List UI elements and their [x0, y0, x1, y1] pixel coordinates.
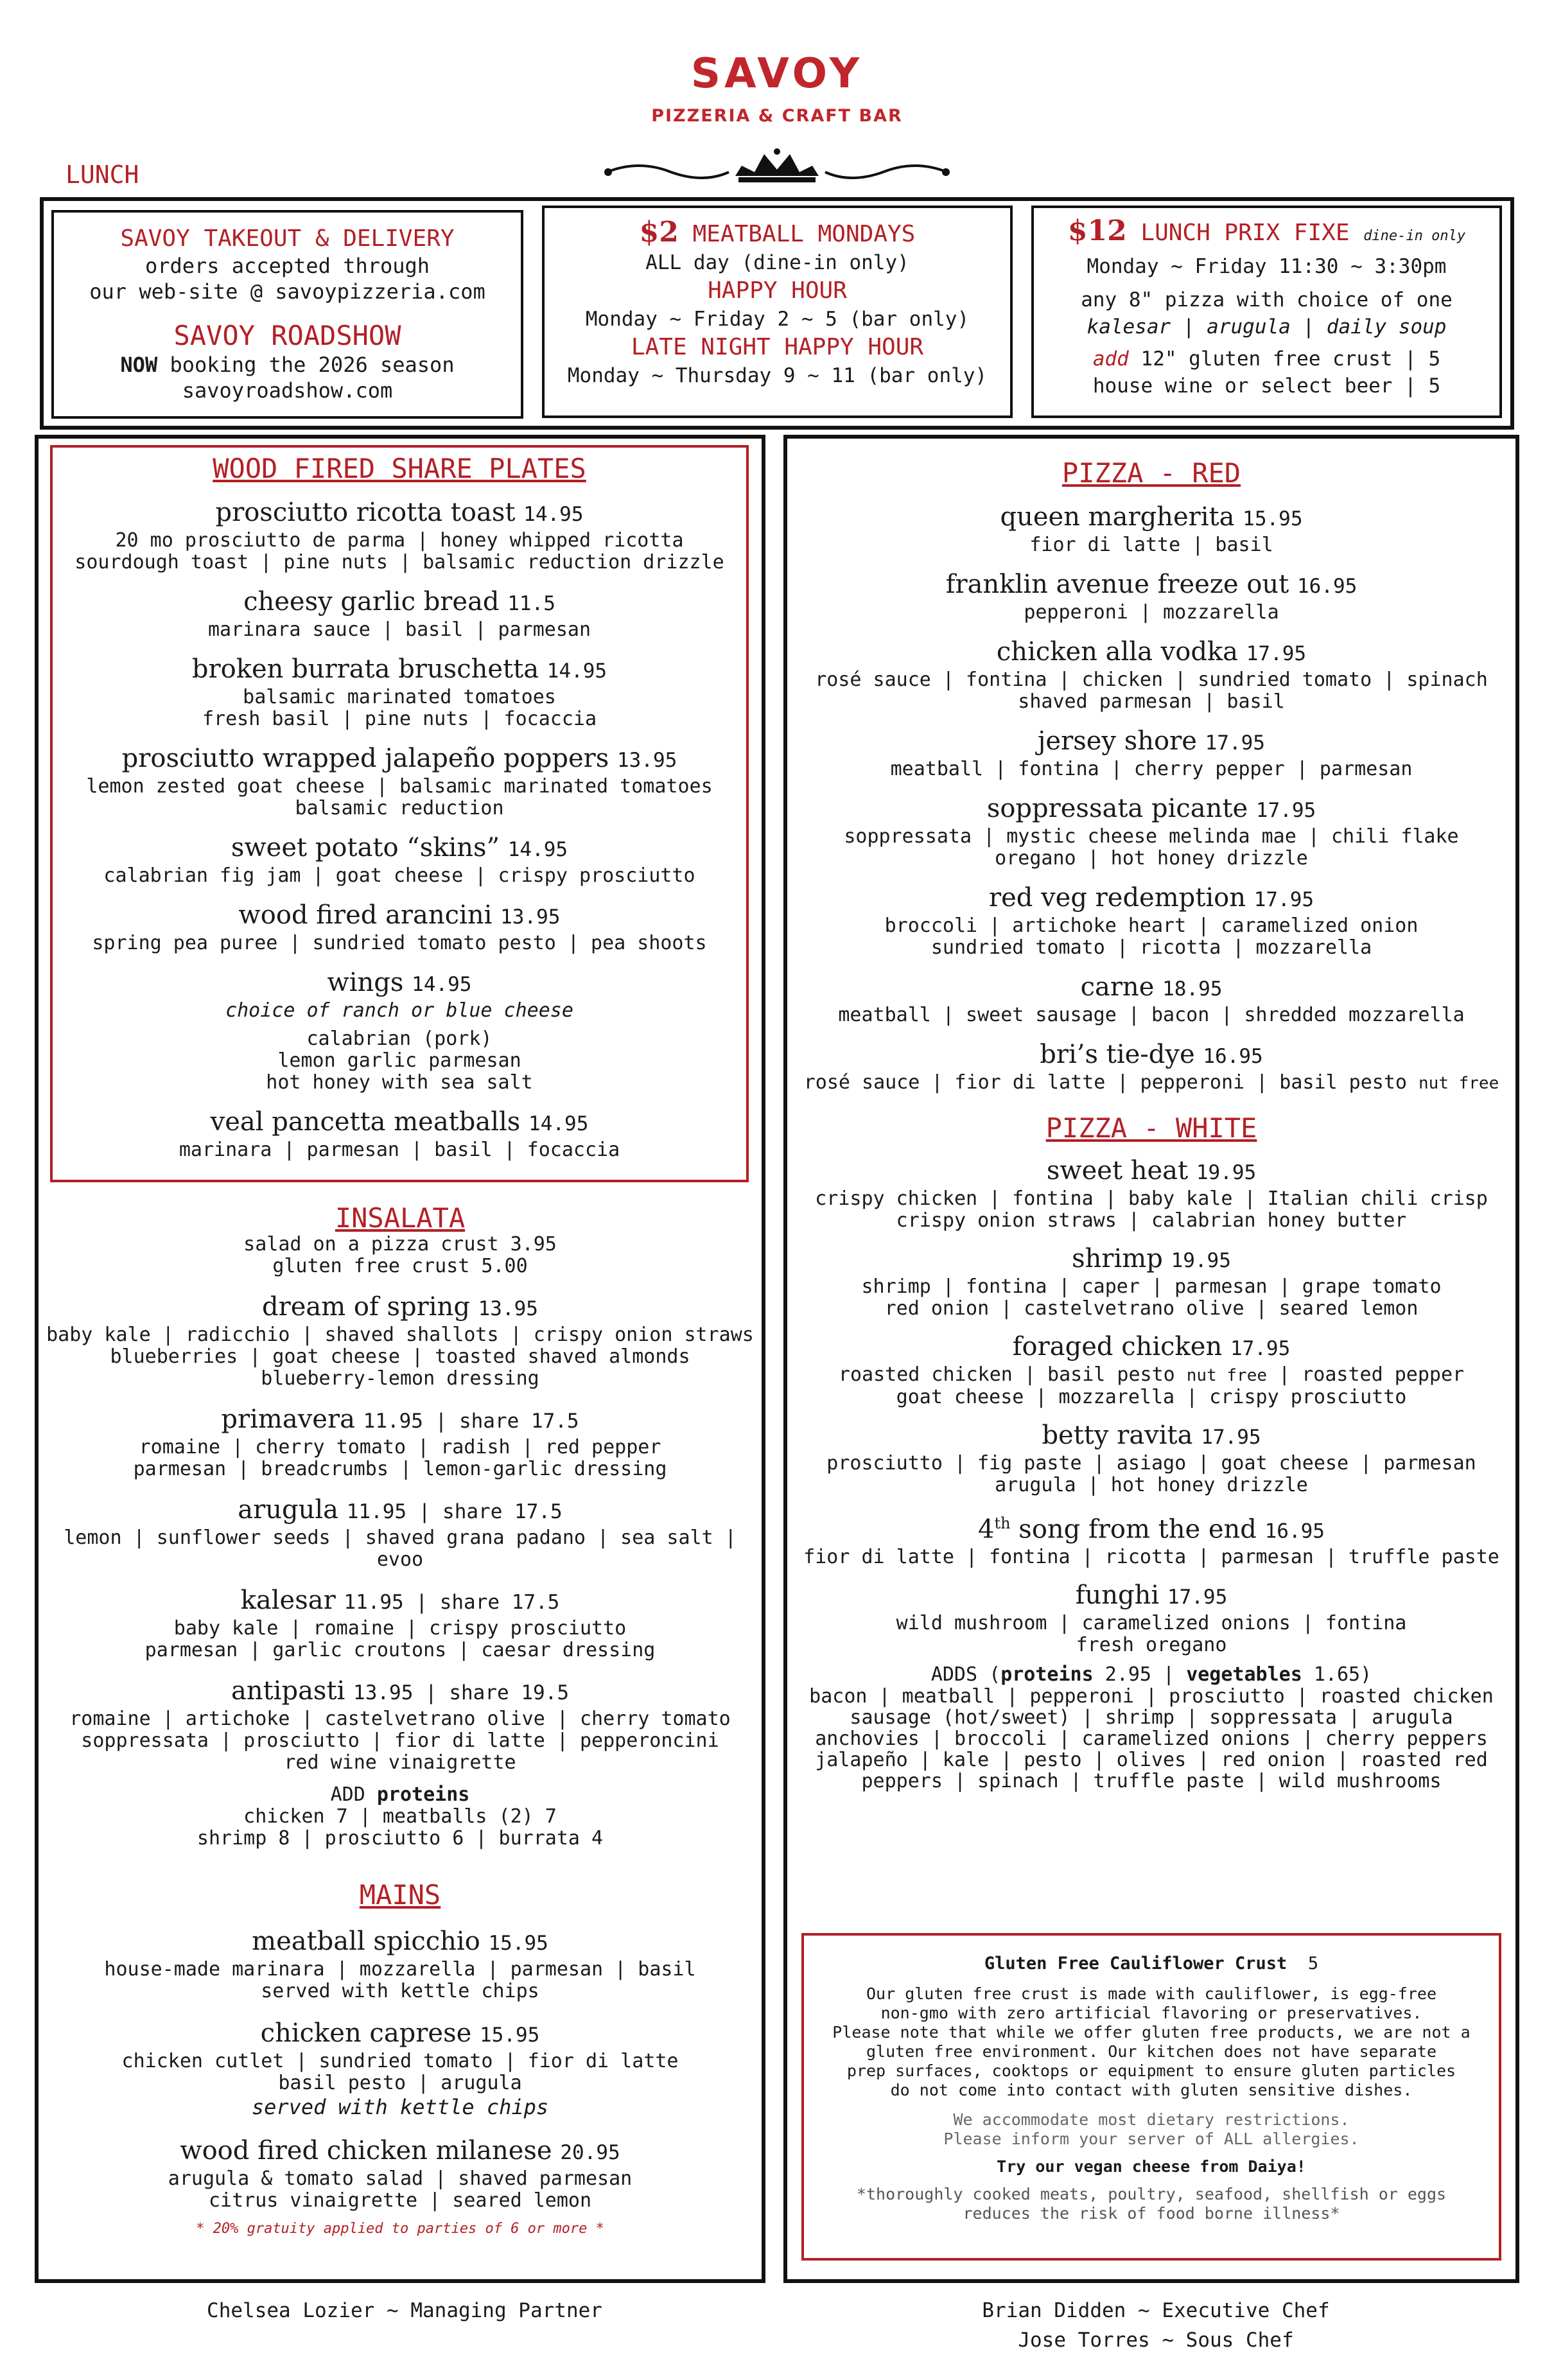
menu-item-price: 17.95 — [1167, 1586, 1228, 1609]
desc-line: parmesan | breadcrumbs | lemon-garlic dressing — [133, 1458, 667, 1480]
desc-line: lemon | sunflower seeds | shaved grana padano | sea salt | evoo — [64, 1527, 737, 1571]
menu-item-price: 14.95 — [523, 503, 584, 526]
desc-line: romaine | cherry tomato | radish | red pepper — [139, 1436, 661, 1458]
menu-item-price: 11.95 | share 17.5 — [346, 1500, 563, 1523]
menu-item-description — [787, 1364, 1515, 1387]
desc-line: crispy onion straws | calabrian honey butter — [896, 1209, 1407, 1232]
menu-item-title: dream of spring — [262, 1292, 470, 1322]
menu-item-description — [787, 1210, 1515, 1232]
insalata-add-line-2: shrimp 8 | prosciutto 6 | burrata 4 — [196, 1827, 604, 1850]
menu-item-description — [39, 1324, 762, 1346]
menu-item — [39, 1585, 762, 1661]
desc-line: soppressata | prosciutto | fior di latte | pepperoncini — [81, 1729, 719, 1752]
desc-line: wild mushroom | caramelized onions | fontina — [896, 1612, 1407, 1635]
menu-item-name — [787, 1243, 1515, 1276]
menu-item-description — [50, 530, 749, 552]
footer-executive-chef: Brian Didden ~ Executive Chef — [982, 2299, 1330, 2322]
desc-line: sundried tomato | ricotta | mozzarella — [930, 936, 1372, 959]
menu-item-description — [39, 1618, 762, 1640]
menu-item-name — [50, 654, 749, 687]
menu-item-price: 19.95 — [1171, 1249, 1231, 1272]
menu-item-description — [50, 865, 749, 887]
menu-item — [787, 569, 1515, 624]
menu-item-description — [787, 937, 1515, 959]
menu-item-description — [39, 1730, 762, 1752]
menu-item — [39, 1404, 762, 1480]
menu-item-description — [39, 1959, 762, 1981]
menu-item-name — [50, 1107, 749, 1139]
prix-fixe-hours: Monday ~ Friday 11:30 ~ 3:30pm — [1087, 255, 1447, 278]
menu-item-name — [50, 832, 749, 865]
desc-note: nut free — [1186, 1366, 1268, 1385]
menu-item-name — [787, 1508, 1515, 1546]
menu-item-name — [50, 900, 749, 932]
menu-item — [787, 1580, 1515, 1656]
menu-item-name — [39, 1585, 762, 1618]
menu-item-title: meatball spicchio — [252, 1927, 480, 1956]
desc-line: balsamic marinated tomatoes — [243, 686, 556, 708]
menu-item-description — [787, 1188, 1515, 1210]
desc-line: arugula & tomato salad | shaved parmesan — [168, 2167, 633, 2190]
menu-item — [50, 1107, 749, 1161]
desc-line: baby kale | radicchio | shaved shallots | crispy onion straws — [46, 1324, 754, 1346]
menu-item-price: 17.95 — [1201, 1426, 1261, 1449]
menu-item-name — [787, 972, 1515, 1004]
menu-item-description — [787, 826, 1515, 848]
prix-fixe-add-drink: house wine or select beer | 5 — [1092, 374, 1441, 398]
footer-sous-chef: Jose Torres ~ Sous Chef — [1018, 2329, 1294, 2352]
menu-item-title: veal pancetta meatballs — [210, 1107, 521, 1137]
roadshow-website: savoyroadshow.com — [182, 378, 393, 403]
menu-item — [39, 1291, 762, 1390]
desc-line: red onion | castelvetrano olive | seared lemon — [884, 1297, 1419, 1320]
desc-line: spring pea puree | sundried tomato pesto | pea shoots — [92, 932, 707, 954]
menu-item — [787, 1508, 1515, 1568]
menu-item-description — [787, 1276, 1515, 1298]
prix-fixe-title: $12 LUNCH PRIX FIXE dine-in only — [1067, 214, 1466, 247]
desc-part: | roasted pepper — [1279, 1363, 1465, 1386]
menu-item-title: franklin avenue freeze out — [945, 570, 1289, 599]
desc-line: goat cheese | mozzarella | crispy prosciutto — [896, 1386, 1407, 1408]
menu-item-price: 15.95 — [479, 2024, 540, 2047]
menu-item-title: soppressata picante — [986, 794, 1248, 823]
desc-line: pepperoni | mozzarella — [1024, 601, 1279, 624]
menu-item-title: wood fired chicken milanese — [180, 2136, 552, 2166]
section-title-pizza-red: PIZZA - RED — [1061, 457, 1241, 489]
menu-item-price: 17.95 — [1255, 799, 1316, 822]
late-night-line: Monday ~ Thursday 9 ~ 11 (bar only) — [567, 364, 988, 387]
desc-line: crispy chicken | fontina | baby kale | Italian chili crisp — [815, 1187, 1488, 1210]
menu-item-description — [50, 1139, 749, 1161]
menu-item — [39, 2018, 762, 2120]
section-title-insalata: INSALATA — [335, 1202, 466, 1234]
menu-item-description — [787, 1072, 1515, 1094]
menu-item-description — [787, 1634, 1515, 1656]
desc-line: hot honey with sea salt — [266, 1071, 533, 1094]
menu-item-title: betty ravita — [1042, 1421, 1193, 1450]
desc-line: calabrian (pork) — [306, 1028, 493, 1050]
menu-item-description — [787, 1387, 1515, 1408]
menu-item-price: 16.95 — [1296, 575, 1358, 598]
desc-line: fresh oregano — [1076, 1634, 1227, 1657]
menu-item-name — [787, 502, 1515, 534]
menu-item-title: sweet potato “skins” — [231, 833, 500, 862]
menu-item-name — [50, 967, 749, 1000]
menu-item-name — [787, 636, 1515, 669]
menu-item-price: 14.95 — [528, 1112, 589, 1135]
desc-line: rosé sauce | fior di latte | pepperoni | basil pesto — [803, 1071, 1407, 1094]
menu-item-name — [787, 1331, 1515, 1364]
menu-item-description — [50, 708, 749, 730]
desc-line: lemon garlic parmesan — [277, 1049, 521, 1072]
menu-item — [787, 1420, 1515, 1496]
meal-label: LUNCH — [65, 161, 139, 189]
menu-item — [787, 793, 1515, 870]
menu-item-name — [50, 497, 749, 530]
happy-hour-line: Monday ~ Friday 2 ~ 5 (bar only) — [585, 308, 970, 331]
menu-item-description — [787, 1453, 1515, 1474]
desc-line: chicken cutlet | sundried tomato | fior di latte — [121, 2050, 679, 2072]
menu-item-description — [39, 1346, 762, 1368]
menu-item-name — [787, 1039, 1515, 1072]
menu-item-price: 11.95 | share 17.5 — [363, 1410, 579, 1433]
gluten-free-body-line: do not come into contact with gluten sensitive dishes. — [890, 2081, 1413, 2099]
menu-item-title: broken burrata bruschetta — [191, 654, 539, 684]
insalata-intro-2: gluten free crust 5.00 — [272, 1255, 528, 1277]
menu-item-title: queen margherita — [1000, 502, 1235, 532]
menu-item-name — [787, 726, 1515, 758]
menu-item-price: 19.95 — [1196, 1161, 1257, 1184]
adds-title: ADDS (proteins 2.95 | vegetables 1.65) — [930, 1663, 1372, 1686]
desc-line: marinara sauce | basil | parmesan — [207, 618, 591, 641]
menu-item-price: 13.95 | share 19.5 — [353, 1681, 569, 1704]
menu-item-name — [39, 2135, 762, 2168]
menu-item-description — [39, 1640, 762, 1661]
share-plates-section — [50, 453, 749, 1161]
takeout-title: SAVOY TAKEOUT & DELIVERY — [120, 225, 455, 252]
menu-item-title: funghi — [1075, 1580, 1160, 1611]
menu-item-description — [50, 687, 749, 708]
menu-item-description — [50, 1072, 749, 1094]
menu-item — [787, 882, 1515, 959]
adds-line: peppers | spinach | truffle paste | wild mushrooms — [861, 1770, 1442, 1793]
adds-line: sausage (hot/sweet) | shrimp | soppressata | arugula — [850, 1706, 1453, 1729]
menu-item-description — [787, 1474, 1515, 1496]
menu-item-title: prosciutto wrapped jalapeño poppers — [121, 744, 609, 773]
menu-item — [39, 1676, 762, 1774]
diet-note-1: We accommodate most dietary restrictions. — [953, 2110, 1350, 2129]
gluten-free-body-line: gluten free environment. Our kitchen does not have separate — [866, 2042, 1437, 2061]
menu-item-title: arugula — [238, 1495, 339, 1525]
menu-item-description — [39, 1527, 762, 1571]
menu-item-name — [39, 2018, 762, 2051]
menu-item-title: kalesar — [240, 1586, 336, 1615]
menu-item — [50, 900, 749, 954]
footer-managing-partner: Chelsea Lozier ~ Managing Partner — [207, 2299, 602, 2322]
menu-item-title: cheesy garlic bread — [243, 587, 500, 617]
menu-item — [39, 1494, 762, 1571]
desc-line: prosciutto | fig paste | asiago | goat cheese | parmesan — [826, 1452, 1476, 1474]
desc-line: rosé sauce | fontina | chicken | sundried tomato | spinach — [815, 669, 1488, 691]
menu-item-price: 20.95 — [560, 2141, 620, 2164]
menu-item-name — [50, 586, 749, 619]
diet-note-2: Please inform your server of ALL allergies. — [943, 2130, 1359, 2148]
desc-note: nut free — [1419, 1074, 1499, 1093]
desc-line: balsamic reduction — [295, 797, 504, 819]
menu-item-description — [787, 602, 1515, 624]
gluten-free-title: Gluten Free Cauliflower Crust 5 — [984, 1954, 1319, 1973]
menu-item-name-sup: th — [994, 1514, 1011, 1532]
menu-item-description — [39, 1981, 762, 2002]
desc-line: blueberry-lemon dressing — [261, 1367, 539, 1390]
food-warning-2: reduces the risk of food borne illness* — [963, 2204, 1340, 2223]
menu-item-title: foraged chicken — [1012, 1332, 1223, 1361]
menu-item-price: 17.95 — [1246, 642, 1307, 665]
pizza-red-section — [787, 457, 1515, 1094]
insalata-add-title: ADD proteins — [330, 1783, 470, 1806]
menu-item-price: 17.95 — [1230, 1337, 1291, 1360]
desc-line: soppressata | mystic cheese melinda mae | chili flake — [844, 825, 1459, 848]
desc-line: fior di latte | basil — [1029, 534, 1273, 556]
menu-item-description — [50, 552, 749, 573]
desc-line: fior di latte | fontina | ricotta | parmesan | truffle paste — [803, 1546, 1499, 1569]
insalata-add-line-1: chicken 7 | meatballs (2) 7 — [243, 1805, 557, 1828]
menu-item-description — [787, 669, 1515, 691]
menu-item-price: 11.5 — [507, 592, 555, 615]
menu-item-name — [50, 743, 749, 776]
menu-item-name — [787, 1420, 1515, 1453]
food-warning-1: *thoroughly cooked meats, poultry, seafood, shellfish or eggs — [856, 2185, 1447, 2203]
menu-item-title: chicken caprese — [260, 2018, 472, 2048]
happy-hour-title: HAPPY HOUR — [708, 277, 847, 304]
desc-part: roasted chicken | basil pesto — [838, 1363, 1175, 1386]
desc-line: oregano | hot honey drizzle — [995, 847, 1308, 870]
menu-item-price: 15.95 — [1243, 507, 1303, 530]
prix-fixe-add-crust: add 12" gluten free crust | 5 — [1092, 347, 1441, 371]
menu-item-price: 16.95 — [1203, 1045, 1263, 1068]
menu-item — [787, 1331, 1515, 1408]
menu-item-description — [39, 1752, 762, 1774]
menu-item-title: song from the end — [1010, 1514, 1257, 1544]
menu-item-title: shrimp — [1072, 1244, 1163, 1273]
menu-item-title: chicken alla vodka — [996, 637, 1239, 667]
menu-item — [787, 636, 1515, 713]
menu-item-price: 13.95 — [500, 906, 561, 929]
menu-item-description — [787, 1004, 1515, 1026]
menu-item-name — [787, 793, 1515, 826]
brand-subtitle: PIZZERIA & CRAFT BAR — [651, 106, 903, 126]
menu-item-description — [50, 1028, 749, 1050]
menu-item-price: 14.95 — [507, 838, 568, 861]
menu-item — [787, 972, 1515, 1026]
menu-item-description — [39, 1708, 762, 1730]
menu-item-title: primavera — [221, 1404, 355, 1434]
desc-line: meatball | sweet sausage | bacon | shredded mozzarella — [838, 1004, 1465, 1026]
menu-item — [39, 1926, 762, 2002]
menu-item-price: 14.95 — [546, 660, 607, 683]
meatball-monday-title: $2 MEATBALL MONDAYS — [639, 216, 916, 249]
desc-line: fresh basil | pine nuts | focaccia — [202, 708, 597, 730]
menu-item-title: red veg redemption — [988, 883, 1246, 913]
menu-item-note: served with kettle chips — [251, 2095, 549, 2119]
menu-item-title: prosciutto ricotta toast — [215, 498, 516, 527]
menu-item-price: 11.95 | share 17.5 — [344, 1591, 560, 1614]
menu-item-note: choice of ranch or blue cheese — [225, 999, 573, 1022]
gluten-free-body-line: Our gluten free crust is made with cauliflower, is egg-free — [866, 1984, 1437, 2003]
menu-item-price: 13.95 — [616, 749, 677, 772]
gluten-free-body-line: Please note that while we offer gluten free products, we are not a — [832, 2023, 1471, 2042]
menu-item-price: 17.95 — [1253, 888, 1314, 911]
menu-item-title: wings — [327, 968, 404, 997]
gluten-free-body-line: non-gmo with zero artificial flavoring or preservatives. — [880, 2004, 1422, 2022]
menu-item-title: jersey shore — [1038, 726, 1197, 756]
menu-item-description — [39, 1437, 762, 1458]
menu-item — [787, 1039, 1515, 1094]
menu-item — [50, 743, 749, 819]
menu-item — [50, 586, 749, 641]
meatball-monday-line: ALL day (dine-in only) — [645, 251, 909, 274]
desc-line: broccoli | artichoke heart | caramelized onion — [884, 914, 1419, 937]
pizza-white-section — [787, 1112, 1515, 1792]
desc-line: blueberries | goat cheese | toasted shaved almonds — [110, 1345, 690, 1368]
menu-item-name-number: 4 — [978, 1514, 995, 1544]
menu-item-description — [787, 848, 1515, 870]
gratuity-note: * 20% gratuity applied to parties of 6 or more * — [196, 2221, 604, 2237]
menu-item-description — [787, 758, 1515, 780]
menu-item-name — [39, 1676, 762, 1708]
prix-fixe-choices: kalesar | arugula | daily soup — [1087, 315, 1447, 338]
menu-item-description — [39, 2072, 762, 2094]
desc-line: served with kettle chips — [261, 1980, 539, 2002]
menu-item-title: sweet heat — [1046, 1156, 1189, 1186]
mains-section — [39, 1879, 762, 2237]
menu-item-description — [50, 932, 749, 954]
desc-line: meatball | fontina | cherry pepper | parmesan — [890, 758, 1413, 780]
takeout-website: our web-site @ savoypizzeria.com — [89, 279, 485, 304]
menu-item-description — [787, 915, 1515, 937]
desc-line: arugula | hot honey drizzle — [995, 1474, 1308, 1496]
menu-item-name — [39, 1494, 762, 1527]
desc-line: calabrian fig jam | goat cheese | crispy prosciutto — [103, 864, 695, 887]
menu-item-description — [787, 534, 1515, 556]
late-night-title: LATE NIGHT HAPPY HOUR — [631, 334, 924, 360]
insalata-section — [39, 1202, 762, 1850]
menu-item — [50, 654, 749, 730]
insalata-intro-1: salad on a pizza crust 3.95 — [243, 1233, 557, 1256]
menu-item-description — [39, 2168, 762, 2190]
menu-item — [50, 967, 749, 1094]
adds-line: jalapeño | kale | pesto | olives | red onion | roasted red — [815, 1749, 1488, 1772]
menu-item-title: bri’s tie-dye — [1040, 1040, 1195, 1069]
menu-item-description — [39, 1458, 762, 1480]
menu-item-description — [787, 691, 1515, 713]
menu-item-description — [50, 776, 749, 798]
menu-item-description — [50, 1050, 749, 1072]
menu-item-price: 18.95 — [1162, 977, 1223, 1001]
menu-item-name — [39, 1926, 762, 1959]
vegan-note: Try our vegan cheese from Daiya! — [997, 2157, 1306, 2176]
menu-item — [39, 2135, 762, 2212]
section-title-mains: MAINS — [359, 1879, 441, 1911]
menu-item-price: 16.95 — [1264, 1519, 1325, 1543]
takeout-line-1: orders accepted through — [144, 254, 430, 278]
menu-item — [50, 497, 749, 573]
menu-item-name — [39, 1404, 762, 1437]
menu-item-description — [39, 2051, 762, 2072]
menu-item — [787, 1155, 1515, 1232]
menu-item-description — [39, 1368, 762, 1390]
desc-line: lemon zested goat cheese | balsamic marinated tomatoes — [86, 775, 713, 798]
menu-item-name — [787, 1580, 1515, 1613]
menu-item — [787, 502, 1515, 556]
menu-item-name — [787, 1155, 1515, 1188]
desc-line: citrus vinaigrette | seared lemon — [208, 2189, 592, 2212]
adds-line: anchovies | broccoli | caramelized onions | cherry peppers — [815, 1728, 1488, 1751]
menu-item-description — [787, 1546, 1515, 1568]
desc-line: marinara | parmesan | basil | focaccia — [179, 1139, 620, 1161]
menu-item-description — [50, 619, 749, 641]
crown-ornament-icon — [600, 146, 954, 191]
roadshow-title: SAVOY ROADSHOW — [173, 320, 401, 351]
menu-item-price: 14.95 — [412, 973, 472, 996]
menu-item-description — [787, 1298, 1515, 1320]
desc-line: romaine | artichoke | castelvetrano olive | cherry tomato — [69, 1708, 731, 1730]
menu-item-title: wood fired arancini — [238, 900, 493, 930]
menu-item-name — [787, 882, 1515, 915]
section-title-pizza-white: PIZZA - WHITE — [1045, 1112, 1257, 1144]
desc-line: sourdough toast | pine nuts | balsamic reduction drizzle — [74, 551, 724, 573]
menu-item — [787, 726, 1515, 780]
gluten-free-body-line: prep surfaces, cooktops or equipment to ensure gluten particles — [846, 2061, 1456, 2080]
menu-item-description — [787, 1613, 1515, 1634]
menu-item-description — [50, 798, 749, 819]
desc-line: baby kale | romaine | crispy prosciutto — [173, 1617, 627, 1640]
desc-line: parmesan | garlic croutons | caesar dressing — [144, 1639, 656, 1661]
section-title-share-plates: WOOD FIRED SHARE PLATES — [213, 453, 586, 484]
menu-item-price: 13.95 — [478, 1297, 538, 1320]
prix-fixe-line-2: any 8" pizza with choice of one — [1081, 288, 1453, 311]
desc-line: shrimp | fontina | caper | parmesan | grape tomato — [861, 1275, 1442, 1298]
desc-line: red wine vinaigrette — [284, 1751, 516, 1774]
menu-item — [787, 1243, 1515, 1320]
menu-item-name — [39, 1291, 762, 1324]
menu-item-description — [39, 2190, 762, 2212]
gluten-free-content — [801, 1952, 1501, 2223]
roadshow-line-1: NOW booking the 2026 season — [120, 353, 455, 377]
menu-item-title: carne — [1080, 972, 1155, 1002]
adds-line: bacon | meatball | pepperoni | prosciutto | roasted chicken — [809, 1685, 1494, 1708]
brand-title: SAVOY — [690, 50, 864, 98]
desc-line: shaved parmesan | basil — [1018, 690, 1285, 713]
desc-line: 20 mo prosciutto de parma | honey whipped ricotta — [115, 529, 684, 552]
menu-item-price: 15.95 — [488, 1932, 548, 1955]
menu-item — [50, 832, 749, 887]
desc-line: house-made marinara | mozzarella | parmesan | basil — [104, 1958, 696, 1981]
menu-item-name — [787, 569, 1515, 602]
menu-item-price: 17.95 — [1205, 731, 1265, 755]
desc-line: basil pesto | arugula — [278, 2072, 522, 2094]
menu-item-title: antipasti — [231, 1676, 345, 1706]
